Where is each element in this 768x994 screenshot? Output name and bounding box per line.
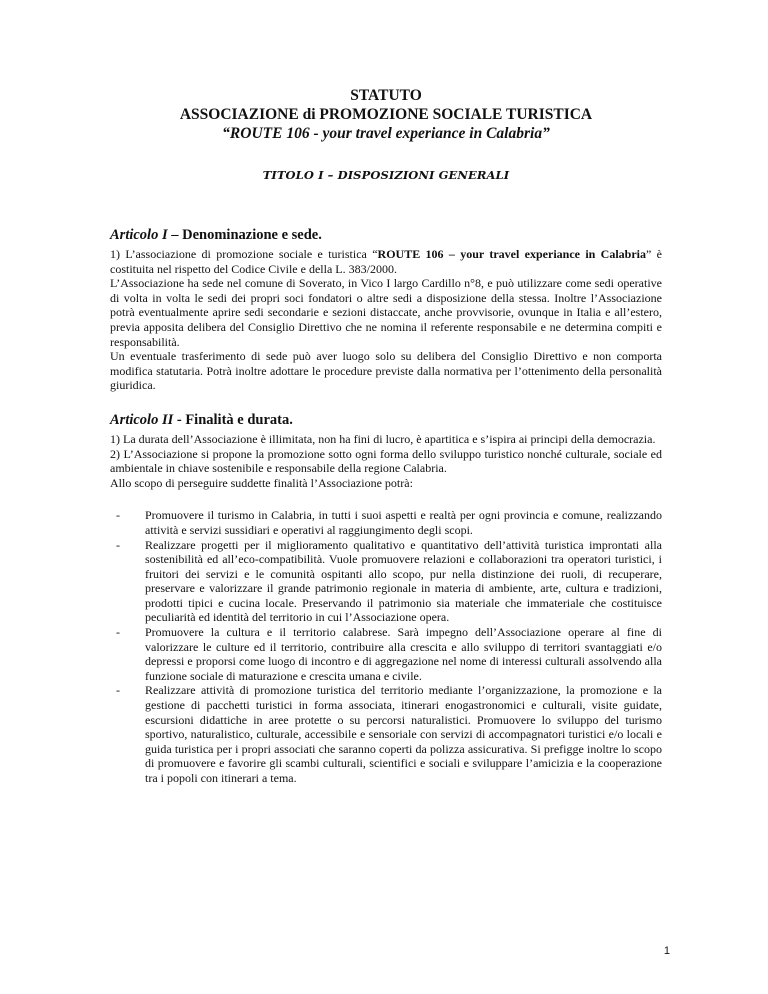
document-body — [110, 86, 662, 786]
article-2-paragraph-3: Allo scopo di perseguire suddette finalità l’Associazione potrà: — [110, 475, 413, 490]
list-item-text: Realizzare progetti per il miglioramento qualitativo e quantitativo dell’attività turistica improntati alla sostenibilità ed all’eco-compatibilità. Vuole promuovere relazioni e collaborazioni tra operatori turistici, i fruitori dei servizi e le comunità ospitanti allo scopo, pur nella distinzione dei ruoli, di recuperare, preservare e valorizzare il grande patrimonio regionale in materia di ambiente, arte, cultura e tradizioni, prodotti tipici e cucina locale. Preservando il patrimonio sia materiale che immateriale che costituisce peculiarità ed identità del territorio in cui l’Associazione opera. — [145, 537, 662, 625]
list-item — [110, 508, 662, 537]
dash-bullet: - — [116, 508, 120, 523]
article-1-paragraph-1 — [110, 247, 662, 276]
article-2-paragraph-1: 1) La durata dell’Associazione è illimitata, non ha fini di lucro, è apartitica e s’ispira ai principi della democrazia. — [110, 431, 656, 446]
article-2-paragraph-2: 2) L’Associazione si propone la promozione sotto ogni forma dello sviluppo turistico nonché culturale, sociale ed ambientale in chiave sostenibile e responsabile della regione Calabria. — [110, 446, 662, 476]
title-line-route: “ROUTE 106 - your travel experiance in Calabria” — [222, 125, 550, 142]
section-heading-titolo-1: TITOLO I – DISPOSIZIONI GENERALI — [262, 168, 510, 182]
list-item-text: Promuovere la cultura e il territorio calabrese. Sarà impegno dell’Associazione operare al fine di valorizzare le culture ed il territorio, contribuire alla crescita e allo sviluppo di territori svantaggiati e/o depressi e proporsi come luogo di incontro e di aggregazione nel nome di interessi culturali assolvendo alla funzione sociale di maturazione e crescita umana e civile. — [145, 625, 662, 683]
page-number: 1 — [663, 945, 670, 957]
article-1-paragraph-3: Un eventuale trasferimento di sede può aver luogo solo su delibera del Consiglio Direttivo e non comporta modifica statutaria. Potrà inoltre adottare le procedure previste dalla normativa per l’ottenimento della personalità giuridica. — [110, 349, 662, 393]
list-item — [110, 683, 662, 785]
title-line-association: ASSOCIAZIONE di PROMOZIONE SOCIALE TURISTICA — [179, 106, 593, 123]
title-line-statuto: STATUTO — [350, 87, 422, 104]
article-1-title: – Denominazione e sede. — [167, 227, 322, 243]
article-1-paragraph-2: L’Associazione ha sede nel comune di Soverato, in Vico I largo Cardillo n°8, e può utilizzare come sedi operative di volta in volta le sedi dei propri soci fondatori o altre sedi a disposizione della stessa. Inoltre l’Associazione potrà eventualmente aprire sedi secondarie e sezioni distaccate, anche provvisorie, ovunque in Italia e all’estero, previa apposita delibera del Consiglio Direttivo che ne nomina il referente responsabile e ne determina compiti e responsabilità. — [110, 276, 662, 349]
list-item — [110, 625, 662, 683]
article-1-p1-association-name: ROUTE 106 – your travel experiance in Calabria — [377, 247, 647, 261]
article-2-number: Articolo II — [110, 411, 174, 428]
article-2-heading — [110, 411, 662, 429]
list-item — [110, 538, 662, 626]
dash-bullet: - — [116, 537, 120, 552]
article-2-purpose-list — [110, 508, 662, 785]
dash-bullet: - — [116, 683, 120, 698]
article-1-p1-text-b: ” è costituita nel rispetto del Codice Civile e della L. 383/2000. — [110, 247, 663, 276]
article-1-p1-text-a: 1) L’associazione di promozione sociale e turistica “ — [110, 247, 378, 261]
article-2-title: - Finalità e durata. — [173, 411, 293, 428]
article-1-number: Articolo I — [110, 227, 168, 243]
article-1-heading — [110, 226, 662, 244]
list-item-text: Realizzare attività di promozione turistica del territorio mediante l’organizzazione, la promozione e la gestione di pacchetti turistici in forma associata, itinerari enogastronomici e culturali, visite guidate, escursioni didattiche in aree protette o su percorsi naturalistici. Promuovere lo sviluppo del turismo sportivo, naturalistico, culturale, accessibile e sensoriale con servizi di accompagnatori turistici e/o locali e guida turistica per i propri associati che saranno coperti da polizza assicurativa. Si prefigge inoltre lo scopo di promuovere e favorire gli scambi culturali, scientifici e sociali e sviluppare l’amicizia e la cooperazione tra i popoli con itinerari a tema. — [145, 683, 662, 785]
document-title — [110, 86, 662, 143]
dash-bullet: - — [116, 625, 120, 640]
list-item-text: Promuovere il turismo in Calabria, in tutti i suoi aspetti e realtà per ogni provincia e comune, realizzando attività e servizi sussidiari e operativi al raggiungimento degli scopi. — [145, 508, 662, 537]
